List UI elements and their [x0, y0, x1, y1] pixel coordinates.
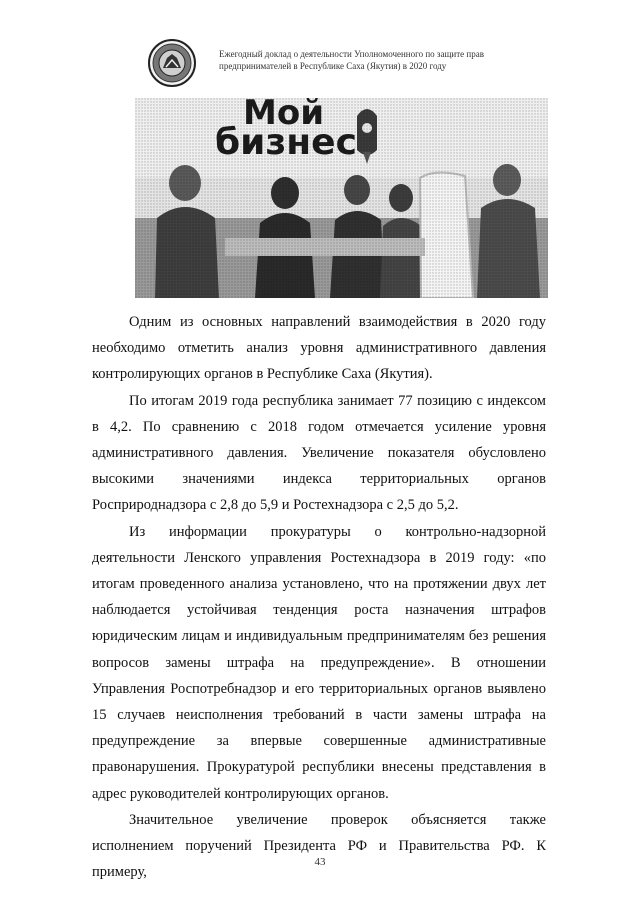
- meeting-photo: [135, 98, 548, 298]
- paragraph: По итогам 2019 года республика занимает 77 позицию с индексом в 4,2. По сравнению с 2018 годом отмечается усиление уровня административного давления. Увеличение показателя обусловлено высокими значениями индекса территориальных органов Росприроднадзора с 2,8 до 5,9 и Ростехнадзора с 2,5 до 5,2.: [92, 392, 546, 514]
- ombudsman-emblem-icon: [147, 38, 197, 88]
- page-header: [147, 36, 547, 90]
- sign-word-biznes: бизнес: [215, 121, 357, 163]
- page-number: 43: [314, 856, 326, 868]
- paragraph: Значительное увеличение проверок объясняется также исполнением поручений Президента РФ и Правительства РФ. К примеру,: [92, 811, 546, 881]
- moy-biznes-sign: [215, 98, 357, 163]
- report-title: [219, 48, 549, 72]
- report-title-line-2: предпринимателей в Республике Саха (Якутия) в 2020 году: [219, 61, 447, 71]
- report-title-line-1: Ежегодный доклад о деятельности Уполномоченного по защите прав: [219, 49, 484, 59]
- report-body: [92, 309, 546, 885]
- paragraph: Из информации прокуратуры о контрольно-надзорной деятельности Ленского управления Ростехнадзора в 2019 году: «по итогам проведенного анализа установлено, что на протяжении двух лет наблюдается устойчивая тенденция роста назначения штрафов юридическим лицам и индивидуальным предпринимателям без решения вопросов замены штрафа на предупреждение». В отношении Управления Роспотребнадзор и его территориальных органов выявлено 15 случаев неисполнения требований в части замены штрафа на предупреждение за впервые совершенные административные правонарушения. Прокуратурой республики внесены представления в адрес руководителей контролирующих органов.: [92, 523, 546, 802]
- sign-word-moy: Мой: [243, 98, 325, 133]
- paragraph: Одним из основных направлений взаимодействия в 2020 году необходимо отметить анализ уровня административного давления контролирующих органов в Республике Саха (Якутия).: [92, 314, 546, 383]
